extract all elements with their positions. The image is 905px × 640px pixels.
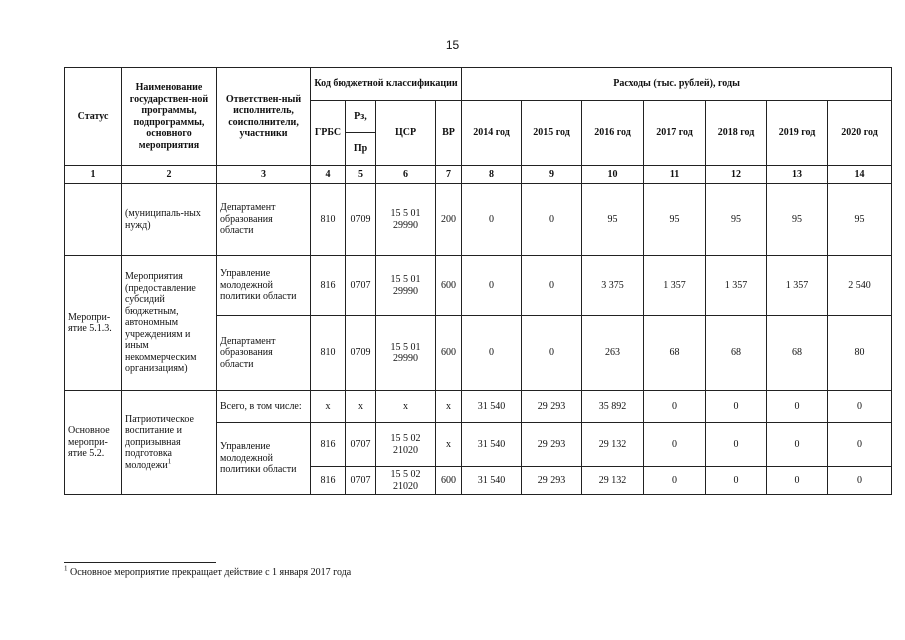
value-cell: 0 — [522, 316, 582, 391]
header-csr: ЦСР — [376, 101, 436, 166]
vr-cell: х — [436, 391, 462, 423]
value-cell: 0 — [828, 423, 892, 467]
grbs-cell: 810 — [311, 316, 346, 391]
header-grbs: ГРБС — [311, 101, 346, 166]
column-number-row — [65, 166, 892, 184]
value-cell: 29 132 — [582, 467, 644, 495]
value-cell: 0 — [644, 423, 706, 467]
table-row — [65, 184, 892, 256]
value-cell: 263 — [582, 316, 644, 391]
status-cell: Основное меропри-ятие 5.2. — [65, 391, 122, 495]
rzpr-cell: 0709 — [346, 316, 376, 391]
value-cell: 1 357 — [767, 256, 828, 316]
value-cell: 2 540 — [828, 256, 892, 316]
status-cell — [65, 184, 122, 256]
value-cell: 1 357 — [706, 256, 767, 316]
value-cell: 95 — [644, 184, 706, 256]
header-pr: Пр — [346, 133, 376, 166]
vr-cell: 200 — [436, 184, 462, 256]
grbs-cell: х — [311, 391, 346, 423]
responsible-cell: Управление молодежной политики области — [217, 256, 311, 316]
name-cell: (муниципаль-ных нужд) — [122, 184, 217, 256]
column-number: 11 — [644, 166, 706, 184]
header-year: 2019 год — [767, 101, 828, 166]
value-cell: 68 — [706, 316, 767, 391]
value-cell: 1 357 — [644, 256, 706, 316]
column-number: 8 — [462, 166, 522, 184]
header-expenses: Расходы (тыс. рублей), годы — [462, 68, 892, 101]
footnote-divider — [64, 562, 216, 563]
footnote — [64, 564, 352, 578]
value-cell: 29 293 — [522, 423, 582, 467]
header-name: Наименование государствен-ной программы, подпрограммы, основного мероприятия — [122, 68, 217, 166]
header-rz: Рз, — [346, 101, 376, 133]
column-number: 4 — [311, 166, 346, 184]
header-year: 2015 год — [522, 101, 582, 166]
value-cell: 0 — [706, 467, 767, 495]
value-cell: 29 293 — [522, 467, 582, 495]
value-cell: 0 — [462, 316, 522, 391]
responsible-cell: Управление молодежной политики области — [217, 423, 311, 495]
value-cell: 0 — [767, 391, 828, 423]
csr-cell: 15 5 01 29990 — [376, 256, 436, 316]
value-cell: 29 132 — [582, 423, 644, 467]
footnote-text: Основное мероприятие прекращает действие с 1 января 2017 года — [67, 567, 352, 578]
grbs-cell: 816 — [311, 467, 346, 495]
rzpr-cell: 0707 — [346, 256, 376, 316]
value-cell: 0 — [644, 467, 706, 495]
column-number: 13 — [767, 166, 828, 184]
column-number: 10 — [582, 166, 644, 184]
value-cell: 3 375 — [582, 256, 644, 316]
value-cell: 0 — [828, 391, 892, 423]
header-year: 2017 год — [644, 101, 706, 166]
vr-cell: 600 — [436, 256, 462, 316]
grbs-cell: 810 — [311, 184, 346, 256]
header-vr: ВР — [436, 101, 462, 166]
status-cell: Меропри-ятие 5.1.3. — [65, 256, 122, 391]
value-cell: 95 — [767, 184, 828, 256]
vr-cell: 600 — [436, 316, 462, 391]
page-number: 15 — [445, 38, 460, 52]
name-cell — [122, 391, 217, 495]
responsible-cell: Департамент образования области — [217, 316, 311, 391]
rzpr-cell: х — [346, 391, 376, 423]
footnote-marker: 1 — [64, 564, 68, 573]
value-cell: 29 293 — [522, 391, 582, 423]
csr-cell: 15 5 01 29990 — [376, 316, 436, 391]
value-cell: 68 — [767, 316, 828, 391]
value-cell: 0 — [522, 256, 582, 316]
value-cell: 35 892 — [582, 391, 644, 423]
value-cell: 95 — [582, 184, 644, 256]
value-cell: 68 — [644, 316, 706, 391]
value-cell: 80 — [828, 316, 892, 391]
responsible-cell: Всего, в том числе: — [217, 391, 311, 423]
column-number: 7 — [436, 166, 462, 184]
header-year: 2018 год — [706, 101, 767, 166]
header-year: 2020 год — [828, 101, 892, 166]
column-number: 12 — [706, 166, 767, 184]
value-cell: 0 — [706, 423, 767, 467]
value-cell: 0 — [828, 467, 892, 495]
grbs-cell: 816 — [311, 256, 346, 316]
table-row — [65, 256, 892, 316]
vr-cell: х — [436, 423, 462, 467]
rzpr-cell: 0707 — [346, 467, 376, 495]
value-cell: 31 540 — [462, 467, 522, 495]
table-row — [65, 391, 892, 423]
name-cell: Мероприятия (предоставление субсидий бюджетным, автономным учреждениям и иным некоммерческим организациям) — [122, 256, 217, 391]
value-cell: 0 — [767, 423, 828, 467]
grbs-cell: 816 — [311, 423, 346, 467]
value-cell: 0 — [462, 184, 522, 256]
header-year: 2014 год — [462, 101, 522, 166]
value-cell: 0 — [462, 256, 522, 316]
header-budget-code: Код бюджетной классификации — [311, 68, 462, 101]
header-status: Статус — [65, 68, 122, 166]
column-number: 9 — [522, 166, 582, 184]
column-number: 5 — [346, 166, 376, 184]
vr-cell: 600 — [436, 467, 462, 495]
value-cell: 95 — [706, 184, 767, 256]
rzpr-cell: 0707 — [346, 423, 376, 467]
column-number: 3 — [217, 166, 311, 184]
csr-cell: х — [376, 391, 436, 423]
header-year: 2016 год — [582, 101, 644, 166]
value-cell: 0 — [644, 391, 706, 423]
value-cell: 31 540 — [462, 423, 522, 467]
value-cell: 95 — [828, 184, 892, 256]
value-cell: 0 — [767, 467, 828, 495]
budget-table — [64, 67, 892, 495]
header-responsible: Ответствен-ный исполнитель, соисполнители, участники — [217, 68, 311, 166]
value-cell: 31 540 — [462, 391, 522, 423]
column-number: 2 — [122, 166, 217, 184]
value-cell: 0 — [706, 391, 767, 423]
footnote-ref: 1 — [167, 457, 172, 466]
csr-cell: 15 5 01 29990 — [376, 184, 436, 256]
rzpr-cell: 0709 — [346, 184, 376, 256]
column-number: 1 — [65, 166, 122, 184]
responsible-cell: Департамент образования области — [217, 184, 311, 256]
csr-cell: 15 5 02 21020 — [376, 423, 436, 467]
value-cell: 0 — [522, 184, 582, 256]
column-number: 14 — [828, 166, 892, 184]
csr-cell: 15 5 02 21020 — [376, 467, 436, 495]
name-text: Патриотическое воспитание и допризывная подготовка молодежи — [125, 413, 194, 471]
column-number: 6 — [376, 166, 436, 184]
